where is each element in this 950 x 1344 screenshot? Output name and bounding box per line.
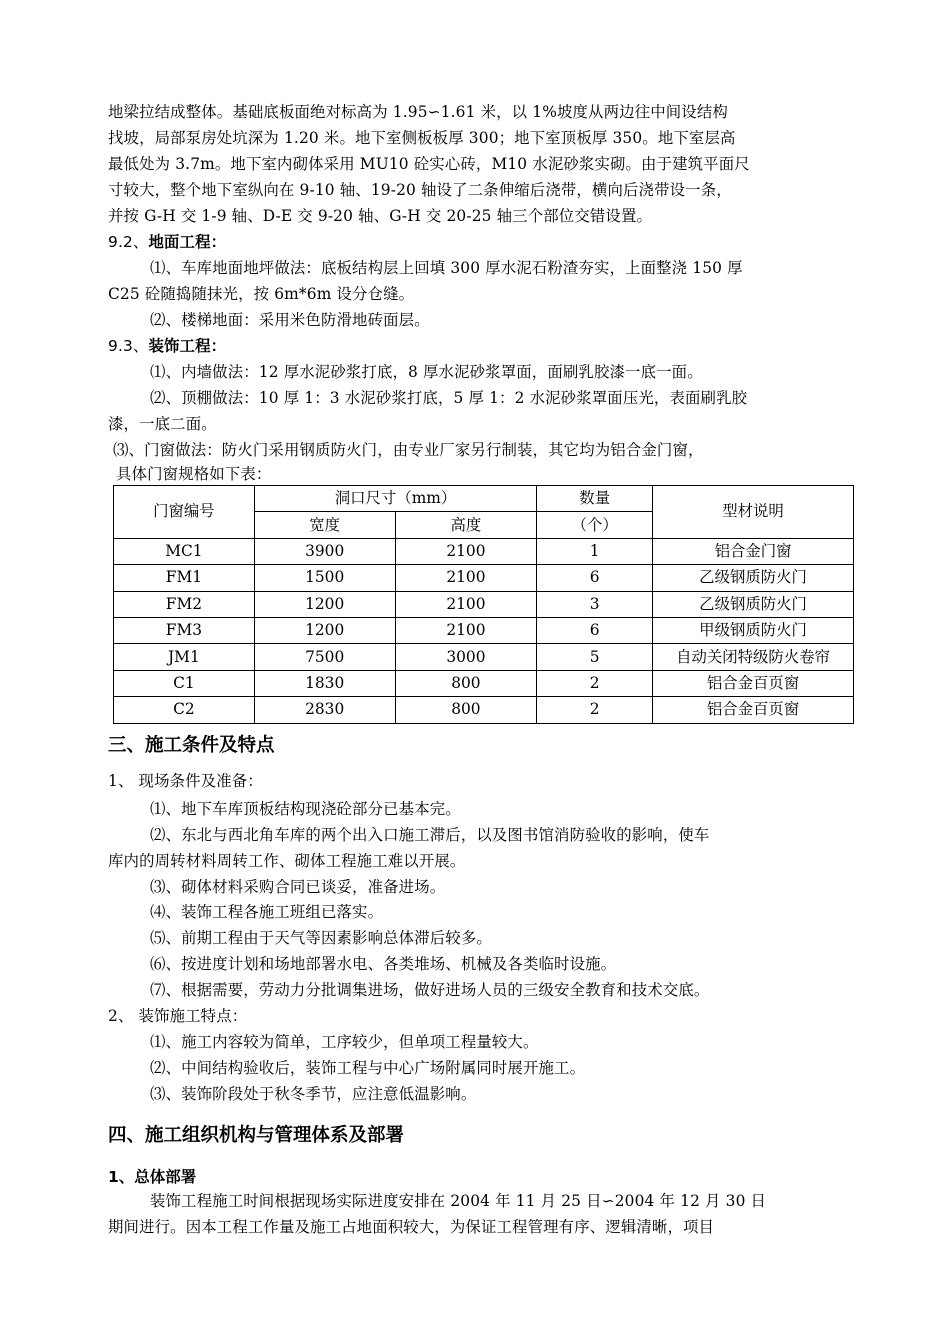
cell-height: 2100 xyxy=(395,617,537,643)
paragraph-line: C25 砼随捣随抹光，按 6m*6m 设分仓缝。 xyxy=(108,285,415,303)
cell-code: JM1 xyxy=(114,644,255,670)
section-4-title: 四、施工组织机构与管理体系及部署 xyxy=(108,1125,405,1146)
cell-width: 7500 xyxy=(254,644,395,670)
list-item: ⑺、根据需要，劳动力分批调集进场，做好进场人员的三级安全教育和技术交底。 xyxy=(150,981,710,999)
heading-title: 地面工程： xyxy=(148,233,227,251)
subsection-title: 2、 装饰施工特点： xyxy=(108,1007,248,1025)
cell-width: 1200 xyxy=(254,591,395,617)
table-row xyxy=(114,591,854,617)
heading-9-3 xyxy=(108,333,226,359)
table-row xyxy=(114,670,854,696)
header-profile: 型材说明 xyxy=(653,486,854,539)
table-row xyxy=(114,644,854,670)
cell-quantity: 1 xyxy=(537,538,653,564)
cell-width: 1500 xyxy=(254,565,395,591)
list-item: ⑷、装饰工程各施工班组已落实。 xyxy=(150,903,384,921)
paragraph-line: ⑶、门窗做法：防火门采用钢质防火门，由专业厂家另行制装，其它均为铝合金门窗， xyxy=(113,441,704,459)
list-item: ⑸、前期工程由于天气等因素影响总体滞后较多。 xyxy=(150,929,492,947)
paragraph-line: 最低处为 3.7m。地下室内砌体采用 MU10 砼实心砖，M10 水泥砂浆实砌。由于建筑平面尺 xyxy=(108,155,750,173)
header-code: 门窗编号 xyxy=(114,486,255,539)
heading-title: 装饰工程： xyxy=(148,337,227,355)
cell-code: C2 xyxy=(114,697,255,723)
door-window-table xyxy=(113,485,854,724)
list-item: ⑵、中间结构验收后，装饰工程与中心广场附属同时展开施工。 xyxy=(150,1059,586,1077)
header-opening-size: 洞口尺寸（mm） xyxy=(254,486,537,512)
cell-width: 1200 xyxy=(254,617,395,643)
table-row xyxy=(114,617,854,643)
cell-width: 2830 xyxy=(254,697,395,723)
paragraph-line: 装饰工程施工时间根据现场实际进度安排在 2004 年 11 月 25 日∽2004 年 12 月 30 日 xyxy=(150,1192,767,1210)
paragraph-line: ⑴、内墙做法：12 厚水泥砂浆打底，8 厚水泥砂浆罩面，面刷乳胶漆一底一面。 xyxy=(150,363,703,381)
paragraph-line: 找坡，局部泵房处坑深为 1.20 米。地下室侧板板厚 300；地下室顶板厚 350。地下室层高 xyxy=(108,129,736,147)
cell-code: MC1 xyxy=(114,538,255,564)
list-item: ⑴、地下车库顶板结构现浇砼部分已基本完。 xyxy=(150,800,461,818)
paragraph-line: 具体门窗规格如下表： xyxy=(116,465,272,483)
subsection-title: 1、总体部署 xyxy=(108,1168,197,1186)
cell-profile: 乙级钢质防火门 xyxy=(653,565,854,591)
paragraph-line: 漆，一底二面。 xyxy=(108,415,217,433)
list-item: ⑴、施工内容较为简单，工序较少，但单项工程量较大。 xyxy=(150,1033,539,1051)
table-row xyxy=(114,697,854,723)
cell-profile: 甲级钢质防火门 xyxy=(653,617,854,643)
paragraph-line: ⑴、车库地面地坪做法：底板结构层上回填 300 厚水泥石粉渣夯实，上面整浇 150 厚 xyxy=(150,259,743,277)
heading-number: 9.3、 xyxy=(108,337,149,355)
cell-code: C1 xyxy=(114,670,255,696)
header-quantity-unit: （个） xyxy=(537,512,653,538)
cell-quantity: 2 xyxy=(537,670,653,696)
cell-height: 2100 xyxy=(395,565,537,591)
list-item: 库内的周转材料周转工作、砌体工程施工难以开展。 xyxy=(108,852,466,870)
table-row xyxy=(114,538,854,564)
table-row xyxy=(114,565,854,591)
paragraph-line: 并按 G-H 交 1-9 轴、D-E 交 9-20 轴、G-H 交 20-25 轴三个部位交错设置。 xyxy=(108,207,653,225)
cell-height: 2100 xyxy=(395,538,537,564)
list-item: ⑵、东北与西北角车库的两个出入口施工滞后，以及图书馆消防验收的影响，使车 xyxy=(150,826,710,844)
cell-code: FM1 xyxy=(114,565,255,591)
paragraph-line: 地梁拉结成整体。基础底板面绝对标高为 1.95∽1.61 米，以 1%坡度从两边往中间设结构 xyxy=(108,103,728,121)
cell-profile: 乙级钢质防火门 xyxy=(653,591,854,617)
cell-code: FM3 xyxy=(114,617,255,643)
cell-height: 800 xyxy=(395,670,537,696)
cell-profile: 自动关闭特级防火卷帘 xyxy=(653,644,854,670)
subsection-title: 1、 现场条件及准备： xyxy=(108,772,263,790)
header-height: 高度 xyxy=(395,512,537,538)
heading-number: 9.2、 xyxy=(108,233,149,251)
cell-height: 3000 xyxy=(395,644,537,670)
paragraph-line: 期间进行。因本工程工作量及施工占地面积较大，为保证工程管理有序、逻辑清晰，项目 xyxy=(108,1218,715,1236)
cell-profile: 铝合金百页窗 xyxy=(653,670,854,696)
list-item: ⑶、装饰阶段处于秋冬季节，应注意低温影响。 xyxy=(150,1085,477,1103)
cell-height: 800 xyxy=(395,697,537,723)
table-header-row xyxy=(114,486,854,512)
paragraph-line: 寸较大，整个地下室纵向在 9-10 轴、19-20 轴设了二条伸缩后浇带，横向后浇带设一条， xyxy=(108,181,732,199)
cell-profile: 铝合金百页窗 xyxy=(653,697,854,723)
cell-width: 1830 xyxy=(254,670,395,696)
cell-quantity: 5 xyxy=(537,644,653,670)
cell-width: 3900 xyxy=(254,538,395,564)
cell-profile: 铝合金门窗 xyxy=(653,538,854,564)
cell-quantity: 6 xyxy=(537,617,653,643)
list-item: ⑶、砌体材料采购合同已谈妥，准备进场。 xyxy=(150,878,446,896)
cell-quantity: 2 xyxy=(537,697,653,723)
list-item: ⑹、按进度计划和场地部署水电、各类堆场、机械及各类临时设施。 xyxy=(150,955,617,973)
cell-quantity: 3 xyxy=(537,591,653,617)
paragraph-line: ⑵、顶棚做法：10 厚 1：3 水泥砂浆打底，5 厚 1：2 水泥砂浆罩面压光，表面刷乳胶 xyxy=(150,389,748,407)
header-width: 宽度 xyxy=(254,512,395,538)
heading-9-2 xyxy=(108,229,226,255)
cell-height: 2100 xyxy=(395,591,537,617)
paragraph-line: ⑵、楼梯地面：采用米色防滑地砖面层。 xyxy=(150,311,430,329)
section-3-title: 三、施工条件及特点 xyxy=(108,735,275,756)
cell-code: FM2 xyxy=(114,591,255,617)
cell-quantity: 6 xyxy=(537,565,653,591)
header-quantity: 数量 xyxy=(537,486,653,512)
